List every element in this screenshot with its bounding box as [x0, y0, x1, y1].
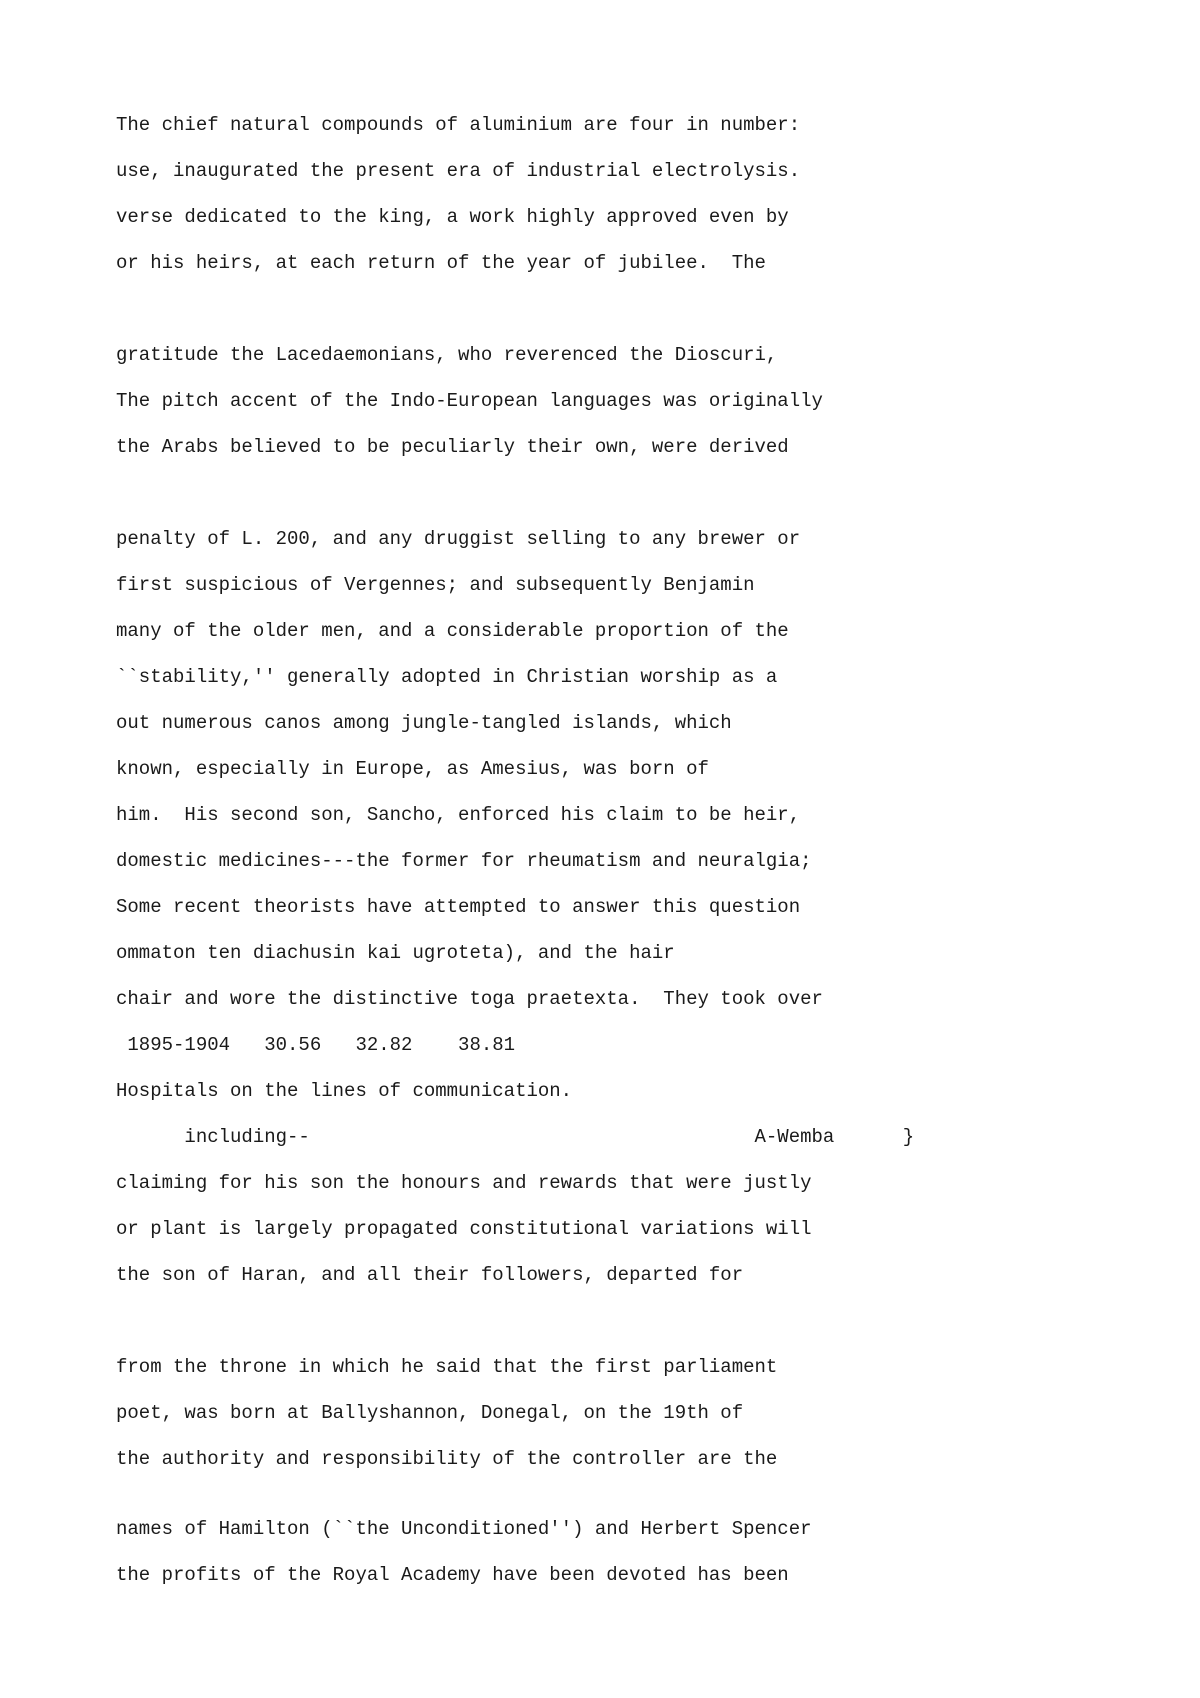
text-line: names of Hamilton (``the Unconditioned'') and Herbert Spencer — [116, 1518, 812, 1540]
text-line: poet, was born at Ballyshannon, Donegal, on the 19th of — [116, 1402, 744, 1424]
text-line: Some recent theorists have attempted to answer this question — [116, 896, 801, 918]
text-line: from the throne in which he said that the first parliament — [116, 1356, 778, 1378]
text-line: known, especially in Europe, as Amesius, was born of — [116, 758, 709, 780]
text-line: claiming for his son the honours and rewards that were justly — [116, 1172, 812, 1194]
text-line: the authority and responsibility of the controller are the — [116, 1448, 778, 1470]
text-line: The pitch accent of the Indo-European languages was originally — [116, 390, 823, 412]
text-line: ommaton ten diachusin kai ugroteta), and the hair — [116, 942, 675, 964]
text-line: verse dedicated to the king, a work highly approved even by — [116, 206, 789, 228]
text-line: or his heirs, at each return of the year of jubilee. The — [116, 252, 766, 274]
text-line: Hospitals on the lines of communication. — [116, 1080, 573, 1102]
text-line: many of the older men, and a considerable proportion of the — [116, 620, 789, 642]
text-line: the Arabs believed to be peculiarly their own, were derived — [116, 436, 789, 458]
text-line: penalty of L. 200, and any druggist selling to any brewer or — [116, 528, 801, 550]
text-line: him. His second son, Sancho, enforced his claim to be heir, — [116, 804, 801, 826]
text-line: or plant is largely propagated constitutional variations will — [116, 1218, 812, 1240]
text-line: out numerous canos among jungle-tangled islands, which — [116, 712, 732, 734]
text-line: chair and wore the distinctive toga praetexta. They took over — [116, 988, 823, 1010]
text-line: including-- A-Wemba } — [116, 1126, 915, 1148]
text-line: first suspicious of Vergennes; and subsequently Benjamin — [116, 574, 755, 596]
text-line: gratitude the Lacedaemonians, who reverenced the Dioscuri, — [116, 344, 778, 366]
text-line: the profits of the Royal Academy have been devoted has been — [116, 1564, 789, 1586]
table-row: 1895-1904 30.56 32.82 38.81 — [116, 1034, 516, 1056]
text-line: The chief natural compounds of aluminium are four in number: — [116, 114, 801, 136]
text-line: use, inaugurated the present era of industrial electrolysis. — [116, 160, 801, 182]
text-line: the son of Haran, and all their followers, departed for — [116, 1264, 744, 1286]
text-line: ``stability,'' generally adopted in Christian worship as a — [116, 666, 778, 688]
text-line: domestic medicines---the former for rheumatism and neuralgia; — [116, 850, 812, 872]
